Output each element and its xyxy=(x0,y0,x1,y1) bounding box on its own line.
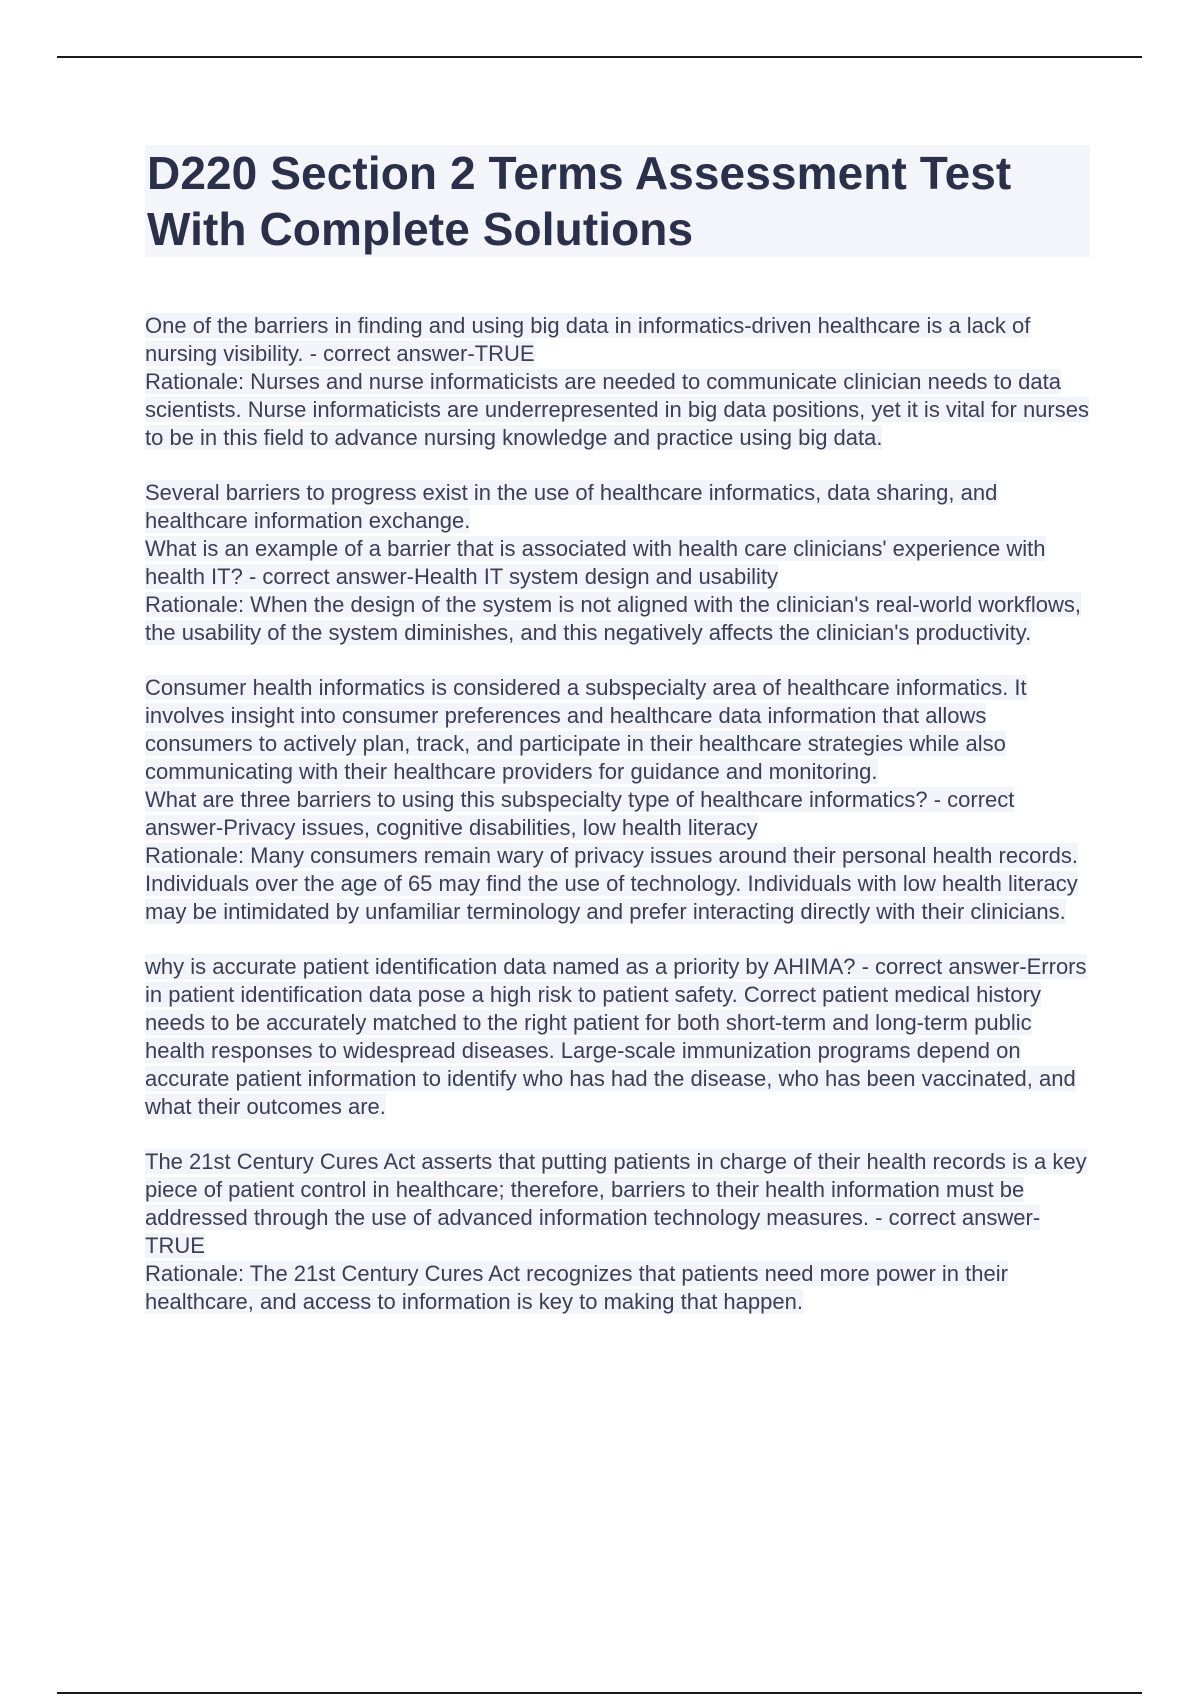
entry-3-rationale: Rationale: Many consumers remain wary of privacy issues around their personal health records. Individuals over the age of 65 may find the use of technology. Individuals with low health literacy may be intimidated by unfamiliar terminology and prefer interacting directly with their clinicians. xyxy=(145,843,1078,924)
document-title: D220 Section 2 Terms Assessment Test With Complete Solutions xyxy=(147,147,1012,255)
entry-2-rationale: Rationale: When the design of the system is not aligned with the clinician's real-world workflows, the usability of the system diminishes, and this negatively affects the clinician's productivity. xyxy=(145,592,1081,645)
qa-entry-4 xyxy=(145,953,1090,1121)
entry-1-rationale: Rationale: Nurses and nurse informaticists are needed to communicate clinician needs to data scientists. Nurse informaticists are underrepresented in big data positions, yet it is vital for nurses to be in this field to advance nursing knowledge and practice using big data. xyxy=(145,369,1089,450)
qa-entry-3 xyxy=(145,674,1090,926)
entry-5-question: The 21st Century Cures Act asserts that putting patients in charge of their health records is a key piece of patient control in healthcare; therefore, barriers to their health information must be addressed through the use of advanced information technology measures. - correct answer-TRUE xyxy=(145,1149,1087,1258)
entry-4-question: why is accurate patient identification data named as a priority by AHIMA? - correct answer-Errors in patient identification data pose a high risk to patient safety. Correct patient medical history needs to be accurately matched to the right patient for both short-term and long-term public health responses to widespread diseases. Large-scale immunization programs depend on accurate patient information to identify who has had the disease, who has been vaccinated, and what their outcomes are. xyxy=(145,954,1087,1119)
qa-entry-1 xyxy=(145,312,1090,452)
top-rule xyxy=(57,56,1142,58)
entry-5-rationale: Rationale: The 21st Century Cures Act recognizes that patients need more power in their healthcare, and access to information is key to making that happen. xyxy=(145,1261,1008,1314)
title-block xyxy=(145,145,1090,257)
qa-entry-2 xyxy=(145,479,1090,647)
entry-2-question: What is an example of a barrier that is associated with health care clinicians' experience with health IT? - correct answer-Health IT system design and usability xyxy=(145,536,1046,589)
entry-2-context: Several barriers to progress exist in the use of healthcare informatics, data sharing, and healthcare information exchange. xyxy=(145,480,998,533)
document-body xyxy=(145,312,1090,1343)
bottom-rule xyxy=(57,1692,1142,1694)
entry-3-question: What are three barriers to using this subspecialty type of healthcare informatics? - correct answer-Privacy issues, cognitive disabilities, low health literacy xyxy=(145,787,1015,840)
entry-3-context: Consumer health informatics is considered a subspecialty area of healthcare informatics. It involves insight into consumer preferences and healthcare data information that allows consumers to actively plan, track, and participate in their healthcare strategies while also communicating with their healthcare providers for guidance and monitoring. xyxy=(145,675,1027,784)
qa-entry-5 xyxy=(145,1148,1090,1316)
entry-1-question: One of the barriers in finding and using big data in informatics-driven healthcare is a lack of nursing visibility. - correct answer-TRUE xyxy=(145,313,1031,366)
